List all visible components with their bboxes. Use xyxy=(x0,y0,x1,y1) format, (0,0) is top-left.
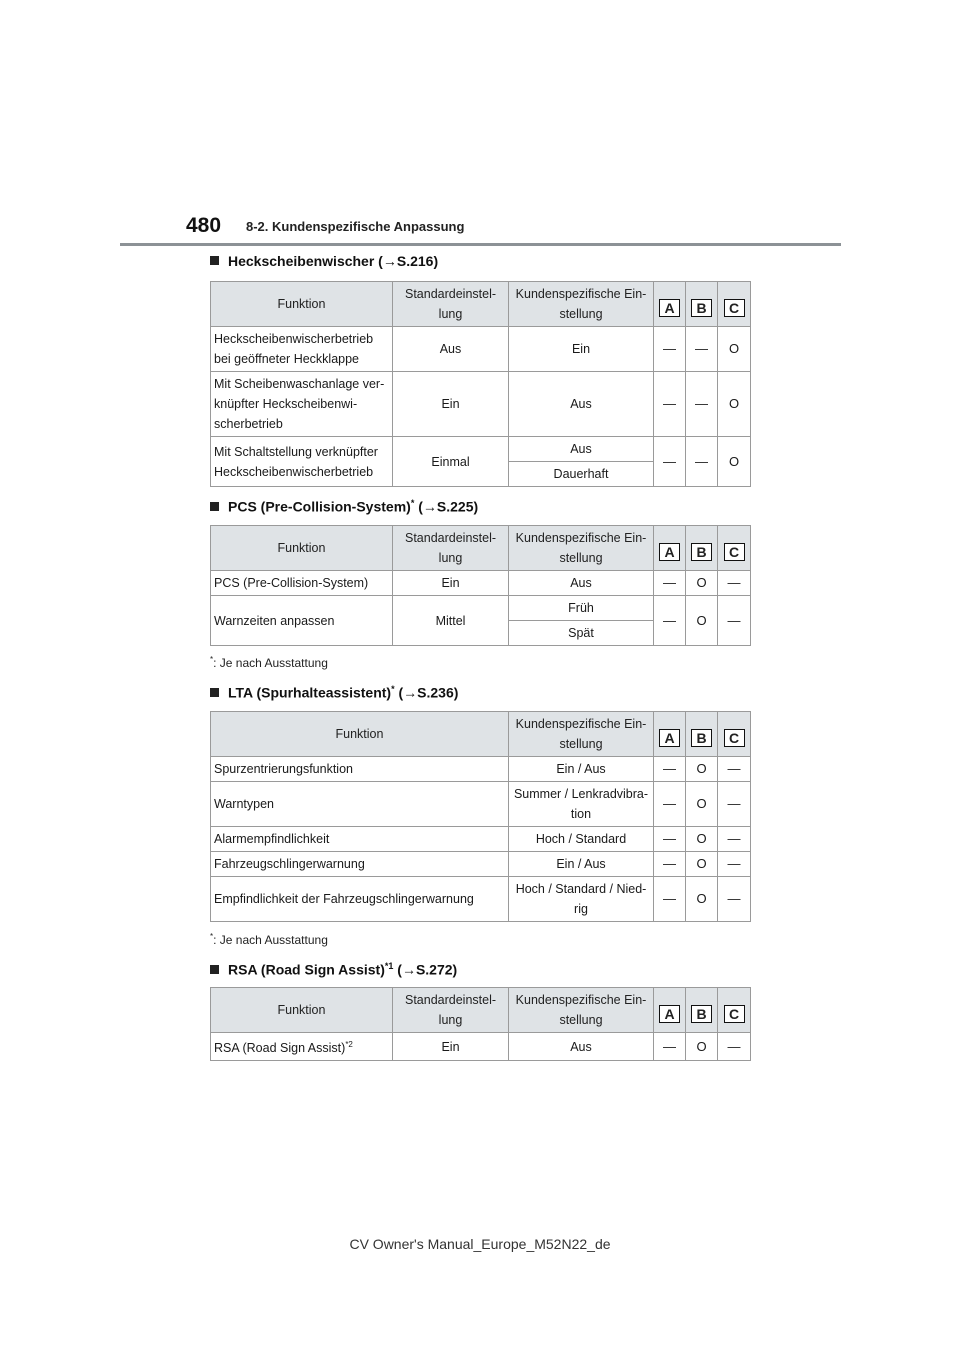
square-bullet-icon xyxy=(210,502,219,511)
table-row: Alarmempfindlichkeit Hoch / Standard — O — xyxy=(211,827,751,852)
col-c: C xyxy=(718,282,751,327)
header-rule xyxy=(120,243,841,246)
table-row: Dauerhaft xyxy=(211,462,751,487)
col-standard: Standardeinstel- lung xyxy=(393,282,509,327)
square-bullet-icon xyxy=(210,256,219,265)
col-custom: Kundenspezifische Ein- stellung xyxy=(509,282,654,327)
table-header-row: Funktion Kundenspezifische Ein- stellung A B C xyxy=(211,712,751,757)
table-row: Warntypen Summer / Lenkradvibra- tion — O — xyxy=(211,782,751,827)
table-row: Mit Schaltstellung verknüpfter Heckscheibenwischerbetrieb Einmal Aus — — O xyxy=(211,437,751,462)
table-row: Warnzeiten anpassen Mittel Früh — O — xyxy=(211,596,751,621)
table-row: Mit Scheibenwaschanlage ver- knüpfter Heckscheibenwi- scherbetrieb Ein Aus — — O xyxy=(211,372,751,437)
page-number: 480 xyxy=(186,214,222,237)
table-heckscheibenwischer xyxy=(210,281,751,487)
table-pcs xyxy=(210,525,751,646)
section-header: 8-2. Kundenspezifische Anpassung xyxy=(246,219,465,234)
table-header-row: Funktion Standardeinstel- lung Kundenspezifische Ein- stellung A B C xyxy=(211,526,751,571)
col-funktion: Funktion xyxy=(211,282,393,327)
col-a: A xyxy=(654,282,686,327)
table-row: RSA (Road Sign Assist)$^{*2}$ Ein Aus — O — xyxy=(211,1033,751,1061)
section-title-lta: LTA (Spurhalteassistent)* (→S.236) xyxy=(210,684,458,701)
table-lta xyxy=(210,711,751,922)
section-title-pcs: PCS (Pre-Collision-System)* (→S.225) xyxy=(210,498,478,515)
footnote: *: Je nach Ausstattung xyxy=(210,655,328,670)
table-row: PCS (Pre-Collision-System) Ein Aus — O — xyxy=(211,571,751,596)
col-b: B xyxy=(686,282,718,327)
table-rsa xyxy=(210,987,751,1061)
section-title-heckscheibenwischer: Heckscheibenwischer (→S.216) xyxy=(210,253,438,269)
table-header-row: Funktion Standardeinstel- lung Kundenspezifische Ein- stellung A B C xyxy=(211,988,751,1033)
table-row: Fahrzeugschlingerwarnung Ein / Aus — O — xyxy=(211,852,751,877)
table-row: Spurzentrierungsfunktion Ein / Aus — O — xyxy=(211,757,751,782)
table-row: Empfindlichkeit der Fahrzeugschlingerwarnung Hoch / Standard / Nied- rig — O — xyxy=(211,877,751,922)
square-bullet-icon xyxy=(210,688,219,697)
square-bullet-icon xyxy=(210,965,219,974)
footer-manual-id: CV Owner's Manual_Europe_M52N22_de xyxy=(349,1236,611,1252)
table-header-row xyxy=(211,282,751,327)
table-row: Spät xyxy=(211,621,751,646)
footnote: *: Je nach Ausstattung xyxy=(210,932,328,947)
table-row: Heckscheibenwischerbetrieb bei geöffneter Heckklappe Aus Ein — — O xyxy=(211,327,751,372)
section-title-rsa: RSA (Road Sign Assist)$^{*1}$ (→S.272) xyxy=(210,961,457,978)
